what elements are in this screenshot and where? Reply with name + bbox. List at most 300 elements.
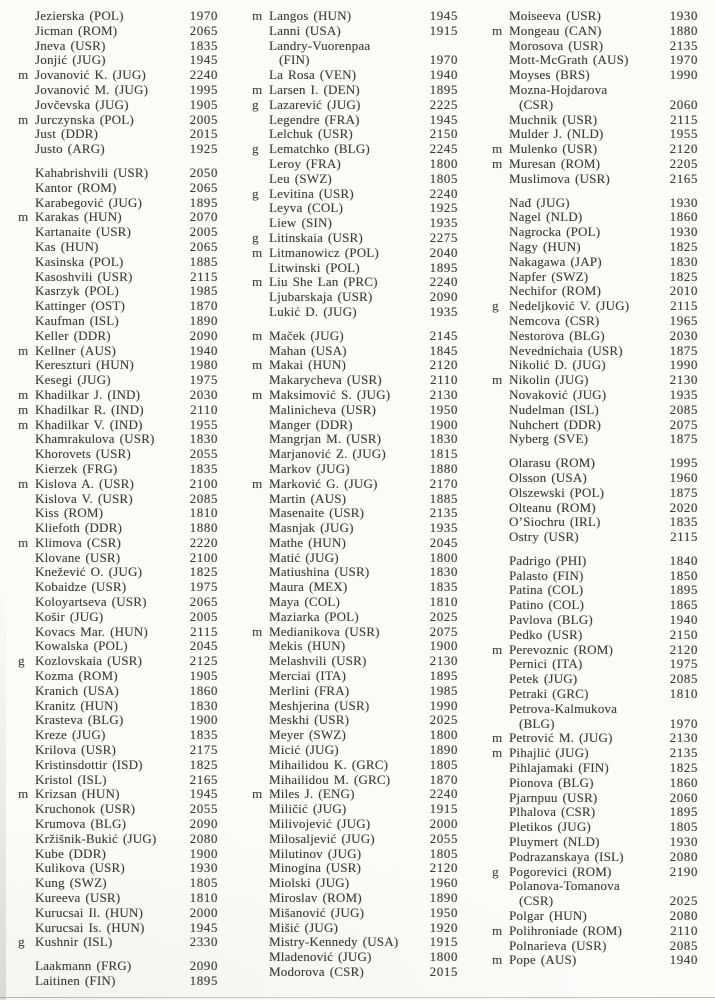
rating-value: 2070 <box>189 209 218 225</box>
rating-value: 1880 <box>189 520 218 536</box>
player-name-and-federation: Mongeau (CAN) <box>509 23 602 38</box>
player-row <box>18 787 218 802</box>
player-name-and-federation: Maček (JUG) <box>269 328 344 343</box>
player-name-and-federation: Kureeva (USR) <box>35 891 121 906</box>
player-row <box>18 551 218 566</box>
player-row <box>252 565 458 580</box>
player-name-and-federation: Nyberg (SVE) <box>509 432 589 447</box>
rating-value: 2100 <box>189 475 218 491</box>
rating-value: 1810 <box>669 686 698 702</box>
player-row <box>492 776 698 791</box>
player-name-and-federation: Litmanowicz (POL) <box>269 245 379 260</box>
player-row <box>252 921 458 936</box>
player-row <box>252 965 458 980</box>
rating-value: 2025 <box>429 608 458 624</box>
player-row <box>492 583 698 598</box>
player-row <box>18 142 218 157</box>
player-name-and-federation: Markov (JUG) <box>269 461 350 476</box>
player-row <box>492 820 698 835</box>
player-row <box>492 240 698 255</box>
player-row <box>492 225 698 240</box>
player-name-and-federation: Pihajlić (JUG) <box>509 746 589 761</box>
rating-value: 2085 <box>669 671 698 687</box>
player-row <box>18 388 218 403</box>
rating-value: 2060 <box>669 96 698 112</box>
player-row <box>492 255 698 270</box>
player-row <box>492 657 698 672</box>
player-row <box>18 891 218 906</box>
player-name-and-federation: Pedko (USR) <box>509 627 583 642</box>
player-row <box>492 702 698 717</box>
player-row <box>492 142 698 157</box>
title-prefix: g <box>492 863 499 879</box>
player-row <box>252 216 458 231</box>
player-name-and-federation: Khorovets (USR) <box>35 447 131 462</box>
player-row <box>252 432 458 447</box>
player-name-and-federation: Kristol (ISL) <box>35 772 107 787</box>
player-name-and-federation: Nevednichaia (USR) <box>509 343 623 358</box>
player-name-and-federation: Kislova V. (USR) <box>35 491 133 506</box>
rating-value: 2090 <box>429 289 458 305</box>
rating-value: 1825 <box>669 268 698 284</box>
player-row <box>492 672 698 687</box>
rating-value: 1870 <box>189 298 218 314</box>
rating-value: 1895 <box>429 668 458 684</box>
player-row <box>252 329 458 344</box>
rating-value: 2135 <box>669 745 698 761</box>
player-name-and-federation: Kowalska (POL) <box>35 639 128 654</box>
player-row <box>252 477 458 492</box>
player-name-and-federation: Lanni (USA) <box>269 23 341 38</box>
rating-value: 2150 <box>429 126 458 142</box>
rating-value: 1930 <box>669 8 698 23</box>
rating-value: 2015 <box>189 126 218 142</box>
player-name-and-federation: Micić (JUG) <box>269 743 339 758</box>
rating-value: 1940 <box>669 952 698 968</box>
rating-value: 1955 <box>189 416 218 432</box>
player-name-and-federation: Liew (SIN) <box>269 216 333 231</box>
player-row <box>252 344 458 359</box>
rating-value: 1970 <box>669 715 698 731</box>
alphabet-group <box>492 196 698 448</box>
player-name-and-federation: Pope (AUS) <box>509 953 577 968</box>
player-row <box>252 536 458 551</box>
player-name-and-federation: Makai (HUN) <box>269 358 346 373</box>
player-row <box>492 761 698 776</box>
rating-value: 1930 <box>669 194 698 210</box>
rating-value: 1805 <box>189 875 218 891</box>
player-name-and-federation: Petek (JUG) <box>509 672 578 687</box>
player-name-and-federation: Kržišnik-Bukić (JUG) <box>35 831 157 846</box>
player-row <box>18 24 218 39</box>
title-prefix: m <box>492 641 503 657</box>
player-row <box>252 728 458 743</box>
rating-value: 1875 <box>669 431 698 447</box>
player-name-and-federation: Mekis (HUN) <box>269 639 346 654</box>
rating-value: 1970 <box>669 52 698 68</box>
rating-value: 1845 <box>429 342 458 358</box>
rating-value: 1945 <box>189 52 218 68</box>
title-prefix: m <box>18 342 29 358</box>
player-name-and-federation: Nagy (HUN) <box>509 239 581 254</box>
title-prefix: m <box>18 416 29 432</box>
player-name-and-federation: Krumova (BLG) <box>35 817 127 832</box>
rating-value: 2115 <box>670 529 698 545</box>
rating-value: 1895 <box>189 973 218 988</box>
player-row <box>252 802 458 817</box>
player-row <box>252 68 458 83</box>
player-name-and-federation: Jurczynska (POL) <box>35 112 134 127</box>
rating-value: 1930 <box>669 224 698 240</box>
player-row <box>18 9 218 24</box>
rating-value: 1875 <box>669 342 698 358</box>
player-name-and-federation: Matiushina (USR) <box>269 565 370 580</box>
rating-value: 1835 <box>669 514 698 530</box>
rating-value: 2110 <box>670 922 698 938</box>
player-row <box>492 879 698 894</box>
title-prefix: m <box>492 745 503 761</box>
alphabet-group <box>18 9 218 157</box>
rating-value: 1890 <box>429 890 458 906</box>
player-row <box>18 699 218 714</box>
title-prefix: m <box>18 209 29 225</box>
rating-value: 2125 <box>189 653 218 669</box>
player-name-and-federation: Krasteva (BLG) <box>35 713 124 728</box>
player-row <box>18 181 218 196</box>
player-name-and-federation: Nemcova (CSR) <box>509 313 600 328</box>
rating-value: 1830 <box>189 697 218 713</box>
player-row <box>252 201 458 216</box>
rating-value: 2000 <box>429 816 458 832</box>
player-name-and-federation: (FIN) <box>279 53 310 68</box>
rating-value: 1935 <box>429 520 458 536</box>
player-row <box>252 847 458 862</box>
player-row <box>18 506 218 521</box>
rating-value: 2030 <box>189 386 218 402</box>
player-name-and-federation: Polanova-Tomanova <box>509 879 620 894</box>
player-name-and-federation: Mathe (HUN) <box>269 535 346 550</box>
player-row <box>252 684 458 699</box>
player-name-and-federation: (BLG) <box>519 716 555 731</box>
title-prefix: m <box>252 244 263 260</box>
rating-value: 2080 <box>669 848 698 864</box>
rating-value: 1925 <box>189 141 218 157</box>
rating-value: 1815 <box>429 446 458 462</box>
player-name-and-federation: Kiss (ROM) <box>35 506 104 521</box>
player-name-and-federation: Petraki (GRC) <box>509 687 589 702</box>
rating-value: 2115 <box>670 111 698 127</box>
player-name-and-federation: Patina (COL) <box>509 583 584 598</box>
rating-value: 2330 <box>189 934 218 950</box>
player-row <box>18 113 218 128</box>
player-row <box>252 261 458 276</box>
player-name-and-federation: Maziarka (POL) <box>269 609 359 624</box>
player-name-and-federation: Kartanaite (USR) <box>35 225 132 240</box>
rating-value: 1825 <box>669 238 698 254</box>
player-name-and-federation: Jezierska (POL) <box>35 9 124 23</box>
player-row <box>18 817 218 832</box>
player-row <box>252 654 458 669</box>
rating-value: 1830 <box>189 431 218 447</box>
rating-value: 2000 <box>189 904 218 920</box>
rating-value: 2045 <box>189 638 218 654</box>
player-name-and-federation: Kaufman (ISL) <box>35 313 119 328</box>
rating-value: 1800 <box>429 727 458 743</box>
player-name-and-federation: Jonjić (JUG) <box>35 53 106 68</box>
player-name-and-federation: Padrigo (PHI) <box>509 553 587 568</box>
player-name-and-federation: Marjanović Z. (JUG) <box>269 447 386 462</box>
player-row <box>252 580 458 595</box>
rating-value: 1860 <box>189 682 218 698</box>
rating-value: 1865 <box>669 597 698 613</box>
player-name-and-federation: Olteanu (ROM) <box>509 500 596 515</box>
player-row <box>492 344 698 359</box>
player-row <box>18 314 218 329</box>
title-prefix: m <box>492 22 503 38</box>
rating-value: 1970 <box>429 52 458 68</box>
rating-value: 1990 <box>429 697 458 713</box>
player-name-and-federation: Kattinger (OST) <box>35 299 126 314</box>
page-bottom-rule <box>0 997 715 998</box>
rating-value: 2130 <box>429 386 458 402</box>
player-name-and-federation: Kreze (JUG) <box>35 728 106 743</box>
player-row <box>492 953 698 968</box>
rating-value: 2085 <box>189 490 218 506</box>
title-prefix: m <box>252 274 263 290</box>
player-row <box>492 24 698 39</box>
player-row <box>252 639 458 654</box>
player-row <box>252 743 458 758</box>
title-prefix: m <box>18 386 29 402</box>
rating-value: 2245 <box>429 141 458 157</box>
player-name-and-federation: Makarycheva (USR) <box>269 373 382 388</box>
player-row <box>18 728 218 743</box>
player-name-and-federation: Kulikova (USR) <box>35 861 125 876</box>
player-row <box>492 924 698 939</box>
player-row <box>18 876 218 891</box>
player-row <box>252 447 458 462</box>
player-name-and-federation: Levitina (USR) <box>269 186 354 201</box>
player-name-and-federation: Krilova (USR) <box>35 743 117 758</box>
player-name-and-federation: Mulder J. (NLD) <box>509 127 604 142</box>
player-name-and-federation: Moiseeva (USR) <box>509 9 602 23</box>
rating-value: 1950 <box>429 904 458 920</box>
rating-value: 1825 <box>669 760 698 776</box>
player-row <box>492 850 698 865</box>
player-row <box>252 506 458 521</box>
alphabet-group <box>252 9 458 320</box>
rating-value: 1975 <box>189 579 218 595</box>
player-row <box>18 344 218 359</box>
rating-value: 2145 <box>429 327 458 343</box>
title-prefix: g <box>18 653 25 669</box>
player-row <box>492 471 698 486</box>
player-row <box>18 255 218 270</box>
title-prefix: g <box>252 96 259 112</box>
player-name-and-federation: Mihailidou M. (GRC) <box>269 772 391 787</box>
title-prefix: m <box>492 141 503 157</box>
player-row <box>18 284 218 299</box>
player-row <box>18 373 218 388</box>
rating-value: 1930 <box>189 860 218 876</box>
player-row <box>492 113 698 128</box>
player-row <box>252 551 458 566</box>
rating-value: 2090 <box>189 816 218 832</box>
title-prefix: m <box>18 786 29 802</box>
player-row <box>18 418 218 433</box>
rating-value: 1860 <box>669 774 698 790</box>
player-row <box>18 654 218 669</box>
player-name-and-federation: Krizsan (HUN) <box>35 787 120 802</box>
player-row <box>252 127 458 142</box>
player-row <box>252 275 458 290</box>
player-name-and-federation: Knežević O. (JUG) <box>35 565 143 580</box>
rating-value: 1990 <box>669 357 698 373</box>
rating-value: 1885 <box>189 253 218 269</box>
alphabet-group <box>18 959 218 989</box>
rating-value: 2090 <box>189 327 218 343</box>
title-prefix: m <box>492 730 503 746</box>
player-name-and-federation: Milivojević (JUG) <box>269 817 371 832</box>
rating-value: 2075 <box>669 416 698 432</box>
player-name-and-federation: Kesegi (JUG) <box>35 373 111 388</box>
player-name-and-federation: Maksimović S. (JUG) <box>269 387 391 402</box>
player-row <box>18 684 218 699</box>
player-name-and-federation: Miles J. (ENG) <box>269 787 355 802</box>
player-row <box>252 492 458 507</box>
rating-value: 1850 <box>669 567 698 583</box>
rating-value: 2190 <box>669 863 698 879</box>
rating-value: 2020 <box>669 499 698 515</box>
player-row <box>252 418 458 433</box>
player-row <box>18 83 218 98</box>
rating-value: 1960 <box>429 875 458 891</box>
player-row <box>492 388 698 403</box>
rating-value: 1835 <box>189 460 218 476</box>
player-name-and-federation: Minogina (USR) <box>269 861 362 876</box>
player-row <box>492 643 698 658</box>
player-row <box>492 98 698 113</box>
player-name-and-federation: Malinicheva (USR) <box>269 402 377 417</box>
player-row <box>252 157 458 172</box>
player-row <box>492 39 698 54</box>
player-name-and-federation: Kovacs Mar. (HUN) <box>35 624 148 639</box>
rating-value: 2040 <box>429 244 458 260</box>
player-name-and-federation: Just (DDR) <box>35 127 99 142</box>
player-row <box>252 861 458 876</box>
player-row <box>492 628 698 643</box>
player-name-and-federation: Petrović M. (JUG) <box>509 731 613 746</box>
rating-value: 2240 <box>189 67 218 83</box>
player-row <box>18 625 218 640</box>
rating-value: 1860 <box>669 209 698 225</box>
player-name-and-federation: Kurucsai Il. (HUN) <box>35 905 144 920</box>
player-row <box>18 492 218 507</box>
rating-value: 2015 <box>429 964 458 979</box>
player-name-and-federation: Kantor (ROM) <box>35 180 117 195</box>
rating-value: 2240 <box>429 274 458 290</box>
alphabet-group <box>492 9 698 187</box>
player-name-and-federation: Olarasu (ROM) <box>509 456 596 471</box>
player-name-and-federation: Lematchko (BLG) <box>269 142 370 157</box>
player-row <box>252 9 458 24</box>
player-name-and-federation: Mahan (USA) <box>269 343 347 358</box>
player-name-and-federation: Martin (AUS) <box>269 491 347 506</box>
player-name-and-federation: Olszewski (POL) <box>509 485 605 500</box>
player-name-and-federation: Kasoshvili (USR) <box>35 269 133 284</box>
player-name-and-federation: Litwinski (POL) <box>269 260 360 275</box>
rating-value: 1805 <box>669 819 698 835</box>
rating-value: 1900 <box>189 712 218 728</box>
player-name-and-federation: Podrazanskaya (ISL) <box>509 849 624 864</box>
title-prefix: g <box>252 229 259 245</box>
rating-value: 1940 <box>429 67 458 83</box>
player-row <box>252 403 458 418</box>
player-name-and-federation: Larsen I. (DEN) <box>269 82 360 97</box>
rating-value: 1945 <box>189 919 218 935</box>
player-name-and-federation: Pjarnpuu (USR) <box>509 790 598 805</box>
rating-value: 1985 <box>189 283 218 299</box>
rating-value: 1835 <box>429 579 458 595</box>
rating-value: 1945 <box>189 786 218 802</box>
player-name-and-federation: Maura (MEX) <box>269 580 348 595</box>
player-row <box>492 456 698 471</box>
rating-value: 1875 <box>669 484 698 500</box>
player-name-and-federation: Karakas (HUN) <box>35 210 122 225</box>
player-name-and-federation: Liu She Lan (PRC) <box>269 275 378 290</box>
rating-value: 1800 <box>429 549 458 565</box>
rating-value: 1950 <box>429 401 458 417</box>
player-row <box>18 610 218 625</box>
player-name-and-federation: Košir (JUG) <box>35 609 104 624</box>
player-name-and-federation: Kasrzyk (POL) <box>35 284 119 299</box>
rating-value: 2100 <box>189 549 218 565</box>
player-name-and-federation: Patino (COL) <box>509 598 585 613</box>
player-row <box>492 486 698 501</box>
player-row <box>492 717 698 732</box>
title-prefix: m <box>492 922 503 938</box>
rating-value: 2175 <box>189 742 218 758</box>
rating-value: 1990 <box>669 67 698 83</box>
player-row <box>18 773 218 788</box>
player-row <box>252 462 458 477</box>
title-prefix: m <box>252 81 263 97</box>
player-name-and-federation: (CSR) <box>519 97 554 112</box>
player-name-and-federation: Khamrakulova (USR) <box>35 432 155 447</box>
player-row <box>18 98 218 113</box>
player-row <box>252 787 458 802</box>
player-name-and-federation: Mistry-Kennedy (USA) <box>269 935 399 950</box>
title-prefix: g <box>252 141 259 157</box>
rating-value: 2240 <box>429 786 458 802</box>
rating-value: 1920 <box>429 919 458 935</box>
player-name-and-federation: Khadilkar V. (IND) <box>35 417 143 432</box>
player-row <box>252 246 458 261</box>
rating-value: 1900 <box>429 638 458 654</box>
rating-value: 2075 <box>429 623 458 639</box>
player-row <box>492 210 698 225</box>
player-name-and-federation: Palasto (FIN) <box>509 568 584 583</box>
player-row <box>18 847 218 862</box>
rating-value: 1915 <box>429 934 458 950</box>
rating-value: 1930 <box>669 834 698 850</box>
player-row <box>18 53 218 68</box>
rating-value: 1960 <box>669 469 698 485</box>
rating-value: 1835 <box>189 727 218 743</box>
player-row <box>252 610 458 625</box>
player-row <box>18 225 218 240</box>
rating-value: 2165 <box>189 771 218 787</box>
